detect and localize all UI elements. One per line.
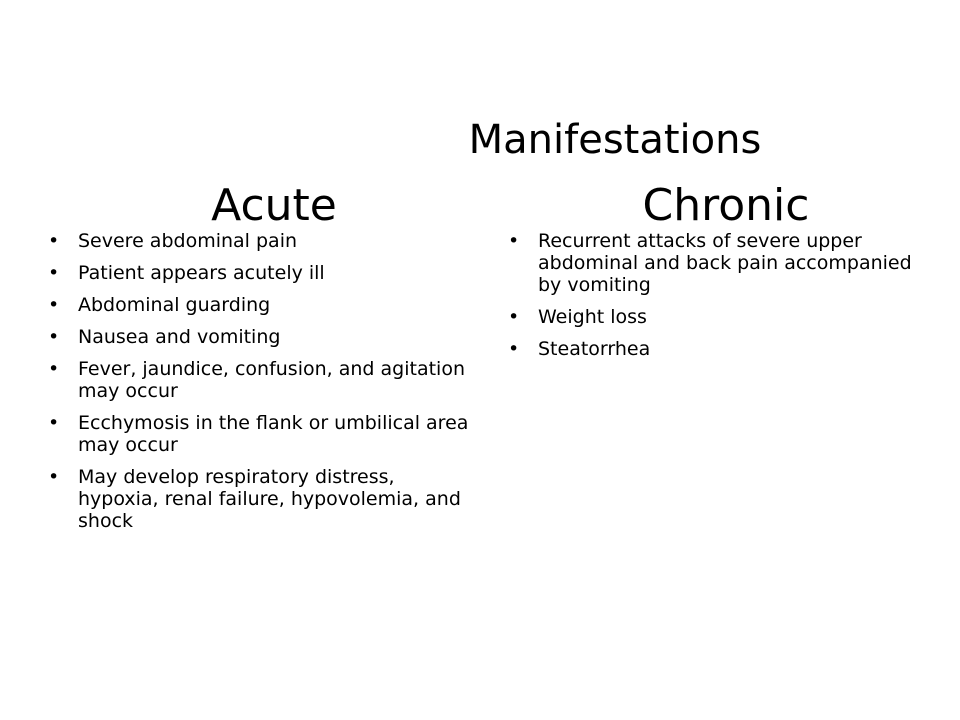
list-item (48, 262, 478, 284)
list-item (48, 358, 478, 402)
list-item (48, 230, 478, 252)
bullet-text: Steatorrhea (538, 338, 651, 360)
list-item (48, 412, 478, 456)
bullet-icon: • (48, 262, 60, 284)
bullet-text: Fever, jaundice, confusion, and agitation may occur (78, 358, 465, 402)
bullet-icon: • (48, 358, 60, 380)
list-item (508, 230, 928, 296)
bullet-text: May develop respiratory distress, hypoxia, renal failure, hypovolemia, and shock (78, 466, 461, 532)
bullet-icon: • (508, 338, 520, 360)
list-item (48, 326, 478, 348)
bullet-text: Ecchymosis in the flank or umbilical area may occur (78, 412, 469, 456)
slide-title: Manifestations (468, 117, 762, 163)
bullet-text: Patient appears acutely ill (78, 262, 325, 284)
chronic-bullet-list (508, 230, 928, 370)
bullet-text: Recurrent attacks of severe upper abdominal and back pain accompanied by vomiting (538, 230, 912, 296)
bullet-text: Abdominal guarding (78, 294, 271, 316)
bullet-text: Nausea and vomiting (78, 326, 281, 348)
bullet-text: Weight loss (538, 306, 647, 328)
acute-heading: Acute (211, 180, 337, 231)
bullet-icon: • (508, 230, 520, 252)
bullet-icon: • (48, 466, 60, 488)
bullet-icon: • (48, 294, 60, 316)
bullet-icon: • (508, 306, 520, 328)
list-item (48, 294, 478, 316)
list-item (508, 306, 928, 328)
chronic-heading: Chronic (642, 180, 810, 231)
list-item (508, 338, 928, 360)
bullet-icon: • (48, 412, 60, 434)
bullet-icon: • (48, 326, 60, 348)
bullet-text: Severe abdominal pain (78, 230, 298, 252)
acute-bullet-list (48, 230, 478, 542)
bullet-icon: • (48, 230, 60, 252)
list-item (48, 466, 478, 532)
